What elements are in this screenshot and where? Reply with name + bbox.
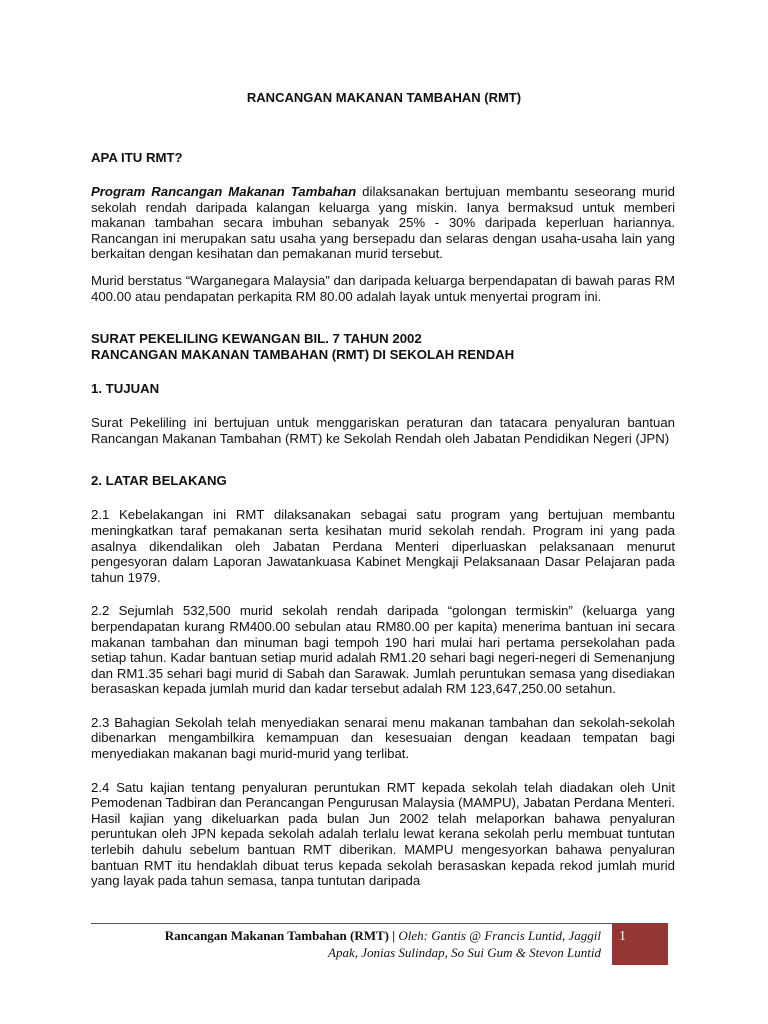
paragraph-2-4: 2.4 Satu kajian tentang penyaluran peruntukan RMT kepada sekolah telah diadakan oleh Unit Pemodenan Tadbiran dan Perancangan Pengurusan Malaysia (MAMPU), Jabatan Perdana Menteri. Hasil kajian yang dikeluarkan pada bulan Jun 2002 telah melaporkan bahawa penyaluran peruntukan oleh JPN kepada sekolah adalah terlalu lewat kerana sekolah perlu membuat tuntutan terlebih dahulu sebelum bantuan RMT diberikan. MAMPU mengesyorkan bahawa penyaluran bantuan RMT itu hendaklah dibuat terus kepada sekolah berasaskan kepada rekod jumlah murid yang layak pada tahun semasa, tanpa tuntutan daripada bbox=[91, 779, 676, 889]
footer-authors-line1: Oleh: Gantis @ Francis Luntid, Jaggil bbox=[398, 928, 601, 943]
heading-rmt-sekolah-rendah: RANCANGAN MAKANAN TAMBAHAN (RMT) DI SEKOLAH RENDAH bbox=[91, 347, 515, 363]
document-body bbox=[91, 150, 675, 889]
heading-apa-itu-rmt: APA ITU RMT? bbox=[91, 150, 183, 165]
heading-latar-belakang: 2. LATAR BELAKANG bbox=[91, 473, 227, 489]
page-number-badge bbox=[612, 923, 668, 965]
document-title: RANCANGAN MAKANAN TAMBAHAN (RMT) bbox=[246, 90, 522, 105]
paragraph-eligibility: Murid berstatus “Warganegara Malaysia” dan daripada keluarga berpendapatan di bawah paras RM 400.00 atau pendapatan perkapita RM 80.00 adalah layak untuk menyertai program ini. bbox=[91, 272, 675, 304]
page-number: 1 bbox=[619, 929, 626, 944]
paragraph-2-2: 2.2 Sejumlah 532,500 murid sekolah rendah daripada “golongan termiskin” (keluarga yang berpendapatan kurang RM400.00 sebulan atau RM80.00 per kapita) menerima bantuan ini secara makanan tambahan dan minuman bagi tempoh 190 hari mulai hari pertama persekolahan pada setiap tahun. Kadar bantuan setiap murid adalah RM1.20 sehari bagi negeri-negeri di Semenanjung dan RM1.35 sehari bagi murid di Sabah dan Sarawak. Jumlah peruntukan semasa yang disediakan berasaskan kepada jumlah murid dan kadar tersebut adalah RM 123,647,250.00 setahun. bbox=[91, 603, 675, 697]
paragraph-program-intro-text: dilaksanakan bertujuan membantu seseorang murid sekolah rendah daripada kalangan keluarga yang miskin. Ianya bermaksud untuk memberi makanan tambahan secara imbuhan sebanyak 25% - 30% daripada keperluan hariannya. Rancangan ini merupakan satu usaha yang bersepadu dan selaras dengan usaha-usaha lain yang berkaitan dengan kesihatan dan pemakanan murid tersebut. bbox=[91, 184, 675, 262]
footer-authors-line2: Apak, Jonias Sulindap, So Sui Gum & Stevon Luntid bbox=[328, 945, 601, 960]
footer-divider bbox=[91, 923, 612, 924]
footer-separator: | bbox=[389, 928, 399, 943]
paragraph-program-intro bbox=[91, 184, 675, 262]
heading-surat-pekeliling: SURAT PEKELILING KEWANGAN BIL. 7 TAHUN 2002 bbox=[91, 331, 422, 347]
footer-title: Rancangan Makanan Tambahan (RMT) bbox=[164, 928, 389, 943]
footer bbox=[91, 927, 601, 961]
paragraph-2-3: 2.3 Bahagian Sekolah telah menyediakan senarai menu makanan tambahan dan sekolah-sekolah dibenarkan mengambilkira kemampuan dan kesesuaian dengan keadaan tempatan bagi menyediakan makanan bagi murid-murid yang terlibat. bbox=[91, 714, 675, 762]
heading-tujuan: 1. TUJUAN bbox=[91, 381, 160, 397]
paragraph-tujuan: Surat Pekeliling ini bertujuan untuk menggariskan peraturan dan tatacara penyaluran bantuan Rancangan Makanan Tambahan (RMT) ke Sekolah Rendah oleh Jabatan Pendidikan Negeri (JPN) bbox=[91, 415, 675, 446]
paragraph-2-1: 2.1 Kebelakangan ini RMT dilaksanakan sebagai satu program yang bertujuan membantu meningkatkan taraf pemakanan serta kesihatan murid sekolah rendah. Program ini yang pada asalnya dikendalikan oleh Jabatan Perdana Menteri diperluaskan pelaksanaan menurut pengesyoran dalam Laporan Jawatankuasa Kabinet Mengkaji Pelaksanaan Dasar Pelajaran pada tahun 1979. bbox=[91, 507, 675, 585]
program-name-emphasis: Program Rancangan Makanan Tambahan bbox=[91, 184, 357, 199]
